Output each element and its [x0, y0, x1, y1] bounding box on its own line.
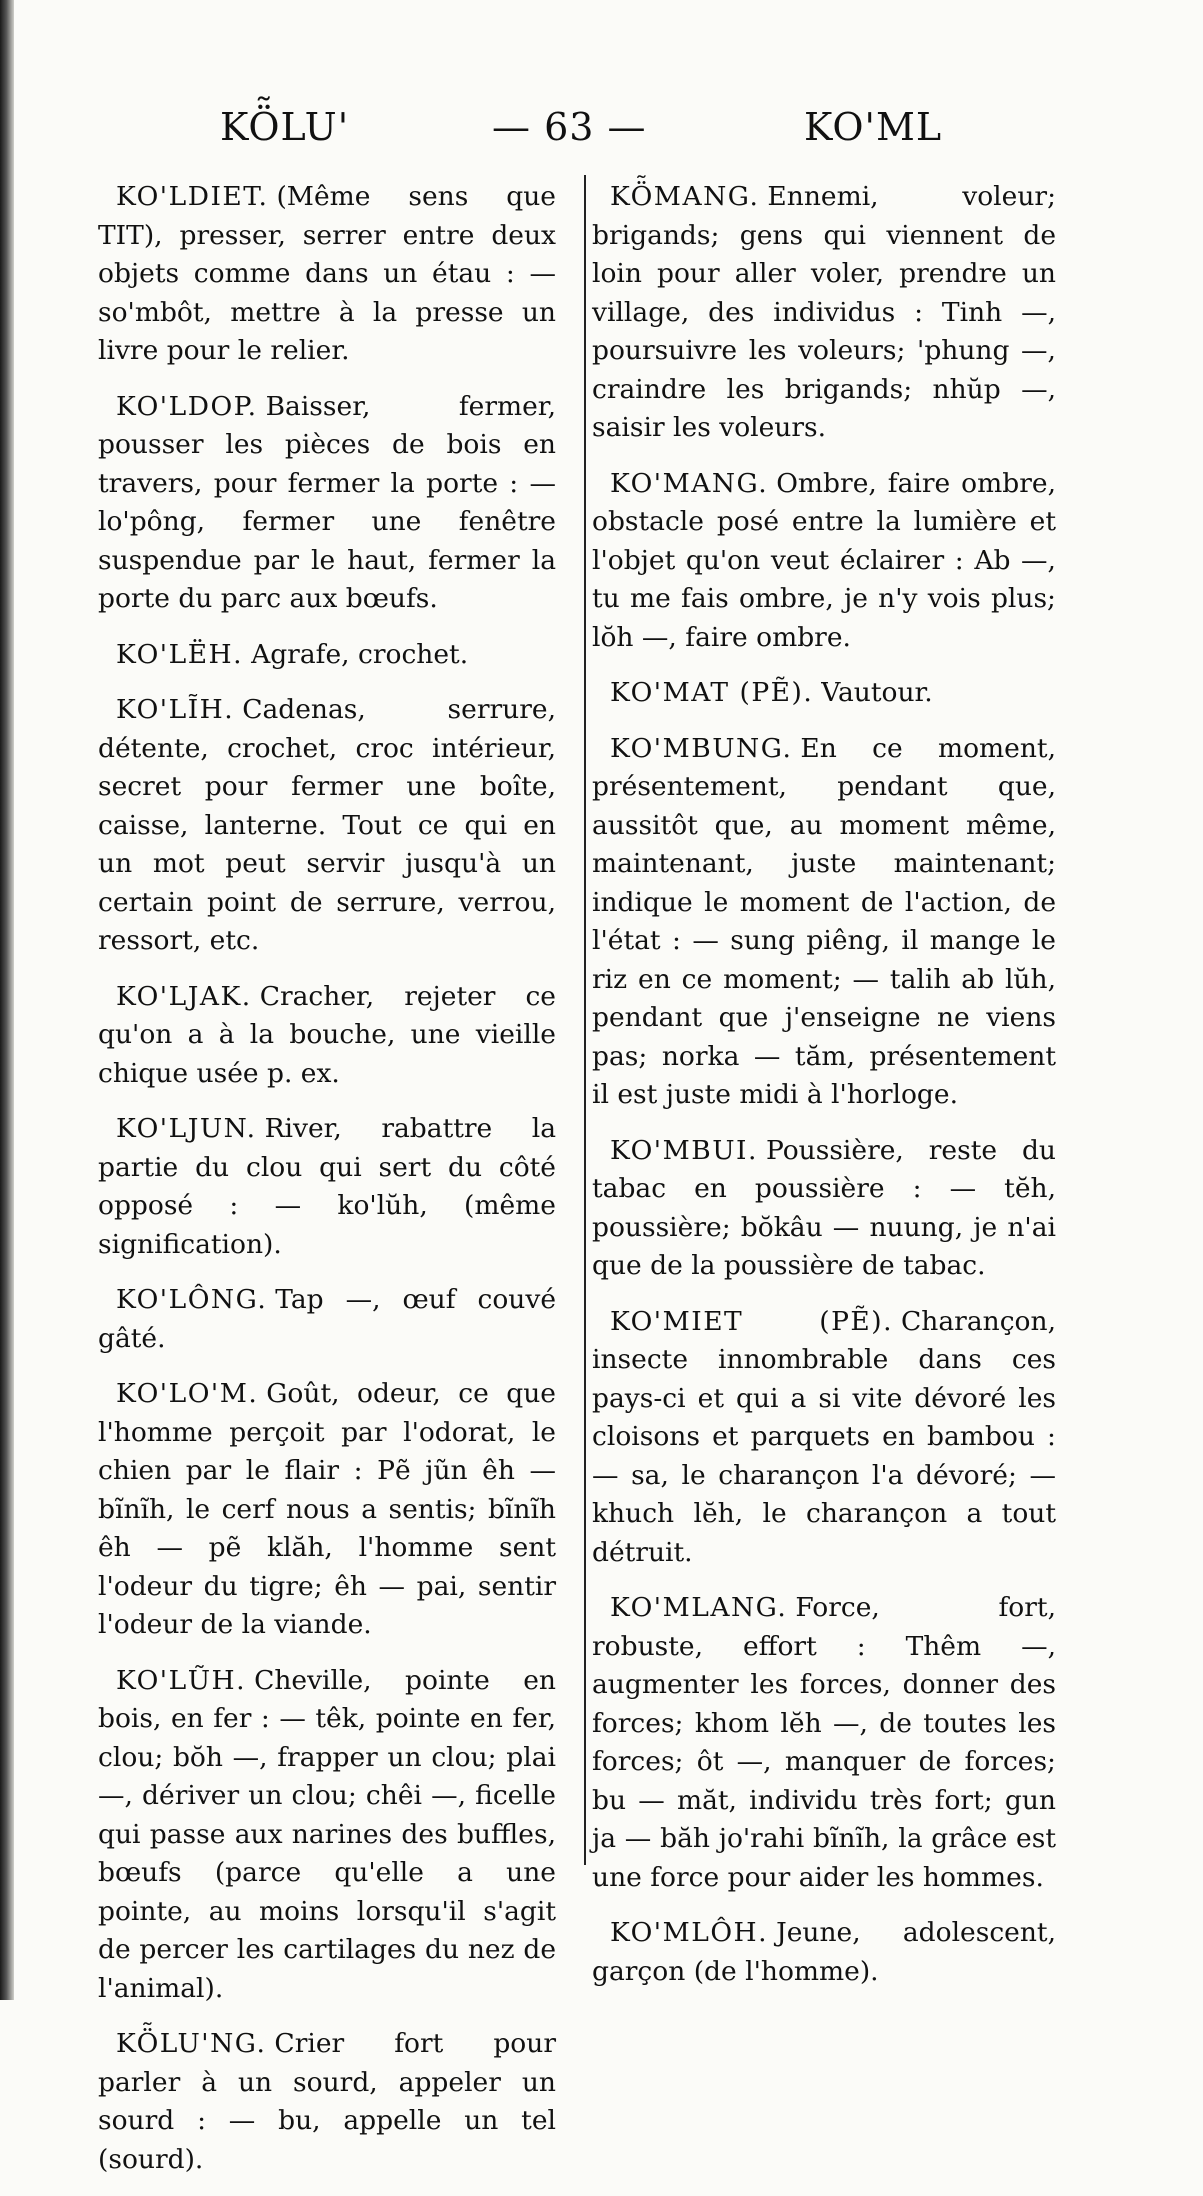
dictionary-entry — [592, 178, 1056, 448]
entry-definition: En ce moment, présentement, pendant que, aussitôt que, au moment même, maintenant, juste maintenant; indique le moment de l'action, de l'état : — sung piêng, il mange le riz en ce moment; — tali̇h ab lŭh, pendant que j'enseigne ne viens pas; norka — tăm, présentement il est juste midi à l'horloge. — [592, 732, 1056, 1110]
dictionary-entry — [98, 1281, 556, 1358]
entry-definition: Poussière, reste du tabac en poussière : — tĕh, poussière; bŏkâu — nuung, je n'ai que de la poussière de tabac. — [592, 1134, 1056, 1281]
dictionary-entry — [98, 2025, 556, 2179]
entry-definition: Charançon, insecte innombrable dans ces pays-ci et qui a si vite dévoré les cloisons et parquets en bambou : — sa, le charançon l'a dévoré; — khuch lĕh, le charançon a tout détruit. — [592, 1305, 1056, 1568]
dictionary-entry — [98, 388, 556, 619]
dictionary-entry — [98, 1375, 556, 1645]
entry-headword: KO'LDIET. — [116, 181, 269, 212]
entry-definition: Tap —, œuf couvé gâté. — [98, 1284, 556, 1354]
entry-definition: Baisser, fermer, pousser les pièces de bois en travers, pour fermer la porte : — lo'pông, fermer une fenêtre suspendue par le haut, fermer la porte du parc aux bœufs. — [98, 390, 556, 614]
entry-headword: KO'LJAK. — [116, 980, 252, 1012]
entry-headword: KO'LJUN. — [116, 1113, 257, 1144]
entry-headword: KO'LO'M. — [116, 1378, 259, 1409]
entry-definition: Goût, odeur, ce que l'homme perçoit par l'odorat, le chien par le flair : Pẽ jũn êh — bĩnĩh, le cerf nous a sentis; bĩnĩh êh — pẽ klăh, l'homme sent l'odeur du tigre; êh — pai, sentir l'odeur de la viande. — [98, 1378, 556, 1640]
right-column — [586, 178, 1056, 2008]
dictionary-entry — [592, 1132, 1056, 1286]
dictionary-entry — [98, 1110, 556, 1264]
left-column — [98, 178, 556, 2196]
entry-definition: Cheville, pointe en bois, en fer : — têk, pointe en fer, clou; bŏh —, frapper un clou; plai —, dériver un clou; chêi —, ficelle qui passe aux narines des buffles, bœufs (parce qu'elle a une pointe, au moins lorsqu'il s'agit de percer les cartilages du nez de l'animal). — [98, 1664, 556, 2004]
entry-headword: KÖ̃LU'NG. — [116, 2028, 267, 2059]
entry-headword: KO'LËH. — [116, 638, 244, 670]
dictionary-entry — [592, 1303, 1056, 1573]
entry-definition: River, rabattre la partie du clou qui sert du côté opposé : — ko'lŭh, (même signification). — [98, 1113, 556, 1260]
dictionary-entry — [98, 1662, 556, 2009]
entry-headword: KO'LĨH. — [116, 694, 235, 725]
entry-headword: KO'MLANG. — [610, 1592, 788, 1623]
header-right-guideword: KO'ML — [804, 105, 943, 149]
entry-headword: KO'LŨH. — [116, 1664, 247, 1696]
dictionary-entry — [592, 465, 1056, 658]
entry-headword: KO'LDOP. — [116, 390, 258, 422]
dictionary-entry — [98, 636, 556, 675]
entry-definition: Crier fort pour parler à un sourd, appeler un sourd : — bu, appelle un tel (sourd). — [98, 2028, 556, 2175]
entry-definition: Ennemi, voleur; brigands; gens qui viennent de loin pour aller voler, prendre un village, des individus : Tinh —, poursuivre les voleurs; 'phung —, craindre les brigands; nhŭp —, saisir les voleurs. — [592, 181, 1056, 443]
dictionary-entry — [592, 1589, 1056, 1897]
entry-headword: KÖ̃MANG. — [610, 181, 760, 212]
entry-headword: KO'MLÔH. — [610, 1917, 769, 1948]
page-number: — 63 — — [492, 105, 647, 149]
entry-headword: KO'MBUNG. — [610, 732, 793, 764]
dictionary-entry — [592, 730, 1056, 1115]
entry-definition: Ombre, faire ombre, obstacle posé entre la lumière et l'objet qu'on veut éclairer : Ab —, tu me fais ombre, je n'y vois plus; lŏh —, faire ombre. — [592, 467, 1056, 653]
dictionary-entry — [592, 1914, 1056, 1991]
dictionary-entry — [98, 978, 556, 1094]
entry-definition: Cracher, rejeter ce qu'on a à la bouche, une vieille chique usée p. ex. — [98, 980, 556, 1089]
entry-definition: Cadenas, serrure, détente, crochet, croc intérieur, secret pour fermer une boîte, caisse, lanterne. Tout ce qui en un mot peut servir jusqu'à un certain point de serrure, verrou, ressort, etc. — [98, 694, 556, 956]
page-edge-shadow — [0, 0, 14, 2000]
dictionary-entry — [592, 674, 1056, 713]
dictionary-entry — [98, 691, 556, 961]
entry-definition: (Même sens que TIT), presser, serrer entre deux objets comme dans un étau : — so'mbôt, mettre à la presse un livre pour le relier. — [98, 181, 556, 366]
entry-definition: Force, fort, robuste, effort : Thêm —, augmenter les forces, donner des forces; khom lĕh —, de toutes les forces; ôt —, manquer de forces; bu — măt, individu très fort; gun ja — băh jo'rahi bĩnĩh, la grâce est une force pour aider les hommes. — [592, 1592, 1056, 1893]
entry-headword: KO'MAT (PẼ). — [610, 677, 814, 708]
header-left-guideword: KÖ̃LU' — [220, 105, 350, 149]
dictionary-entry — [98, 178, 556, 371]
entry-headword: KO'MANG. — [610, 467, 769, 499]
entry-headword: KO'MBUI. — [610, 1134, 758, 1166]
entry-headword: KO'LÔNG. — [116, 1284, 268, 1315]
entry-definition: Agrafe, crochet. — [251, 638, 469, 670]
entry-definition: Vautour. — [821, 677, 933, 708]
entry-definition: Jeune, adolescent, garçon (de l'homme). — [592, 1917, 1056, 1987]
page-header — [0, 105, 1203, 155]
entry-headword: KO'MIET (PẼ). — [610, 1305, 894, 1337]
